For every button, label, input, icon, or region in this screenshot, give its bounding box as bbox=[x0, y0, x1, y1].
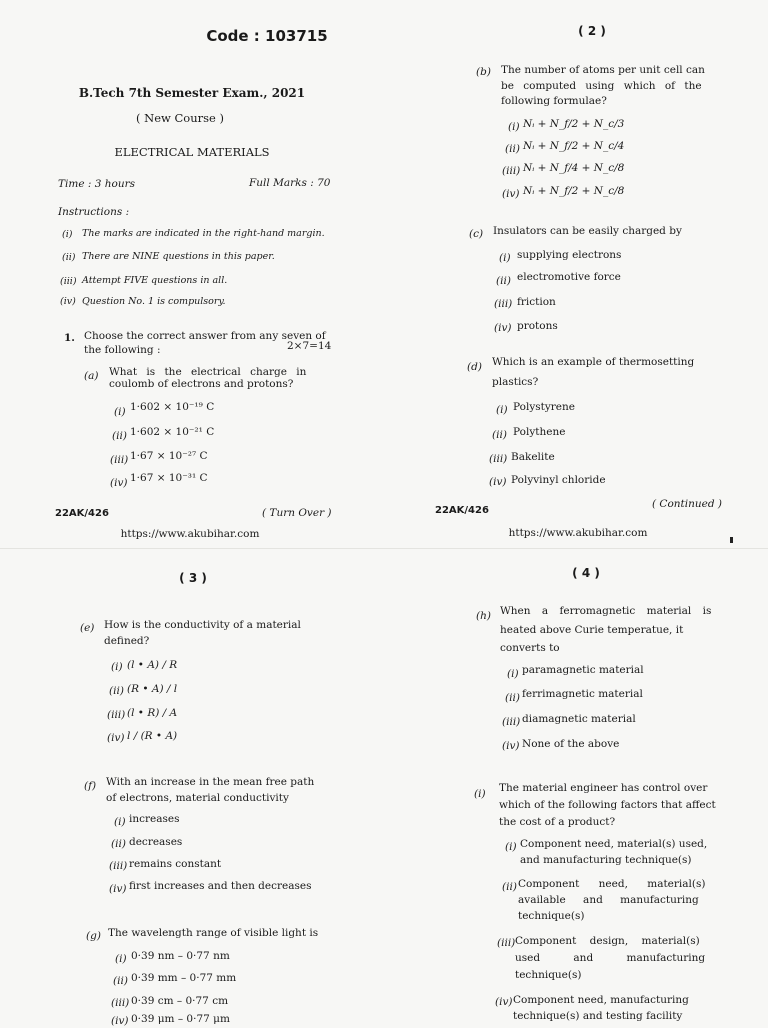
subquestion-label: (c) bbox=[469, 228, 484, 240]
subquestion-text: The number of atoms per unit cell can bbox=[501, 64, 705, 76]
instruction-num: (ii) bbox=[62, 252, 76, 263]
option-text: and manufacturing technique(s) bbox=[520, 854, 692, 866]
option-text: Nᵢ + N_f/2 + N_c/4 bbox=[523, 140, 625, 152]
exam-code: Code : 103715 bbox=[206, 27, 328, 45]
option-text: 1·67 × 10⁻²⁷ C bbox=[130, 450, 208, 462]
footer-note: ( Continued ) bbox=[652, 498, 723, 510]
footer-code: 22AK/426 bbox=[435, 505, 489, 516]
subquestion-text: defined? bbox=[104, 635, 150, 647]
subquestion-text: plastics? bbox=[492, 376, 539, 388]
option-num: (iv) bbox=[110, 477, 128, 489]
footer-note: ( Turn Over ) bbox=[262, 507, 332, 519]
option-text: 0·39 nm – 0·77 nm bbox=[131, 950, 230, 962]
question-number: 1. bbox=[64, 332, 75, 344]
option-num: (ii) bbox=[496, 275, 511, 287]
option-text: Polystyrene bbox=[513, 401, 576, 413]
question-marks: 2×7=14 bbox=[287, 340, 332, 352]
option-num: (iv) bbox=[109, 883, 127, 895]
option-text: 1·602 × 10⁻¹⁹ C bbox=[130, 401, 215, 413]
option-num: (iv) bbox=[489, 476, 507, 488]
subquestion-text: What is the electrical charge in bbox=[109, 366, 307, 378]
option-text: paramagnetic material bbox=[522, 664, 644, 676]
option-text: Component design, material(s) bbox=[515, 935, 700, 947]
option-text: decreases bbox=[129, 836, 183, 848]
option-num: (i) bbox=[499, 252, 511, 264]
exam-title: B.Tech 7th Semester Exam., 2021 bbox=[78, 86, 306, 100]
option-text: 0·39 mm – 0·77 mm bbox=[131, 972, 237, 984]
option-text: Polythene bbox=[513, 426, 566, 438]
option-num: (iii) bbox=[502, 716, 521, 728]
subquestion-text: heated above Curie temperatue, it bbox=[500, 624, 684, 636]
option-num: (iii) bbox=[494, 298, 513, 310]
instruction-text: Attempt FIVE questions in all. bbox=[82, 275, 228, 286]
option-num: (iii) bbox=[111, 997, 130, 1009]
full-marks-label: Full Marks : 70 bbox=[249, 177, 331, 189]
instruction-text: The marks are indicated in the right-hand margin. bbox=[82, 228, 325, 239]
subquestion-label: (d) bbox=[467, 361, 482, 373]
option-text: diamagnetic material bbox=[522, 713, 636, 725]
subquestion-text: Insulators can be easily charged by bbox=[493, 225, 682, 237]
option-text: None of the above bbox=[522, 738, 620, 750]
subquestion-text: the cost of a product? bbox=[499, 816, 616, 828]
footer-code: 22AK/426 bbox=[55, 508, 109, 519]
option-text: available and manufacturing bbox=[518, 894, 699, 906]
subquestion-text: The wavelength range of visible light is bbox=[108, 927, 319, 939]
option-text: Bakelite bbox=[511, 451, 555, 463]
instruction-text: Question No. 1 is compulsory. bbox=[82, 296, 226, 307]
instruction-num: (i) bbox=[62, 229, 73, 240]
option-text: protons bbox=[517, 320, 558, 332]
question-text: Choose the correct answer from any seven of bbox=[84, 330, 326, 342]
option-text: supplying electrons bbox=[517, 249, 622, 261]
option-num: (iv) bbox=[111, 1015, 129, 1027]
option-text: (R • A) / l bbox=[127, 683, 178, 695]
subquestion-text: following formulae? bbox=[501, 95, 607, 107]
option-num: (iii) bbox=[497, 937, 516, 949]
option-num: (i) bbox=[496, 404, 508, 416]
option-text: electromotive force bbox=[517, 271, 621, 283]
option-num: (ii) bbox=[109, 685, 124, 697]
option-num: (i) bbox=[114, 406, 126, 418]
option-text: Polyvinyl chloride bbox=[511, 474, 606, 486]
option-text: Component need, material(s) bbox=[518, 878, 706, 890]
option-text: Nᵢ + N_f/4 + N_c/8 bbox=[523, 162, 625, 174]
option-num: (iii) bbox=[107, 709, 126, 721]
option-text: Nᵢ + N_f/2 + N_c/3 bbox=[523, 118, 625, 130]
subquestion-label: (f) bbox=[84, 780, 97, 792]
option-text: 0·39 cm – 0·77 cm bbox=[131, 995, 229, 1007]
option-text: used and manufacturing bbox=[515, 952, 706, 964]
option-num: (iii) bbox=[489, 453, 508, 465]
option-text: (l • A) / R bbox=[127, 659, 178, 671]
option-text: Component need, material(s) used, bbox=[520, 838, 708, 850]
subquestion-text: of electrons, material conductivity bbox=[106, 792, 289, 804]
page-divider bbox=[0, 548, 768, 549]
option-num: (i) bbox=[114, 816, 126, 828]
option-text: 1·602 × 10⁻²¹ C bbox=[130, 426, 215, 438]
subquestion-text: which of the following factors that affect bbox=[499, 799, 716, 811]
option-text: friction bbox=[517, 296, 556, 308]
option-text: Nᵢ + N_f/2 + N_c/8 bbox=[523, 185, 625, 197]
subquestion-label: (h) bbox=[476, 610, 491, 622]
option-num: (ii) bbox=[505, 143, 520, 155]
option-text: Component need, manufacturing bbox=[513, 994, 689, 1006]
option-num: (ii) bbox=[113, 975, 128, 987]
option-num: (i) bbox=[111, 661, 123, 673]
time-label: Time : 3 hours bbox=[58, 178, 136, 190]
subquestion-text: converts to bbox=[500, 642, 560, 654]
option-text: technique(s) bbox=[515, 969, 582, 981]
footer-url[interactable]: https://www.akubihar.com bbox=[120, 528, 260, 540]
option-num: (ii) bbox=[492, 429, 507, 441]
course-label: ( New Course ) bbox=[136, 111, 224, 125]
option-num: (iv) bbox=[495, 996, 513, 1008]
option-num: (iv) bbox=[502, 740, 520, 752]
page-number: ( 3 ) bbox=[179, 571, 207, 585]
subquestion-label: (e) bbox=[80, 622, 95, 634]
instruction-num: (iii) bbox=[60, 276, 77, 287]
option-text: technique(s) and testing facility bbox=[513, 1010, 683, 1022]
subject-title: ELECTRICAL MATERIALS bbox=[114, 145, 270, 159]
subquestion-text: coulomb of electrons and protons? bbox=[109, 378, 294, 390]
option-num: (iii) bbox=[109, 860, 128, 872]
option-num: (i) bbox=[115, 953, 127, 965]
subquestion-text: With an increase in the mean free path bbox=[106, 776, 315, 788]
option-num: (ii) bbox=[502, 881, 517, 893]
question-text: the following : bbox=[84, 344, 161, 356]
option-num: (iii) bbox=[110, 454, 129, 466]
subquestion-label: (i) bbox=[474, 788, 486, 800]
option-text: ferrimagnetic material bbox=[522, 688, 643, 700]
option-num: (iii) bbox=[502, 165, 521, 177]
page-number: ( 4 ) bbox=[572, 566, 600, 580]
option-num: (ii) bbox=[112, 430, 127, 442]
option-text: remains constant bbox=[129, 858, 222, 870]
option-num: (i) bbox=[505, 841, 517, 853]
option-text: increases bbox=[129, 813, 180, 825]
option-text: technique(s) bbox=[518, 910, 585, 922]
option-text: (l • R) / A bbox=[127, 707, 178, 719]
subquestion-text: The material engineer has control over bbox=[499, 782, 708, 794]
subquestion-label: (a) bbox=[84, 370, 99, 382]
option-num: (i) bbox=[508, 121, 520, 133]
option-text: 0·39 μm – 0·77 μm bbox=[131, 1013, 230, 1025]
option-num: (ii) bbox=[505, 692, 520, 704]
subquestion-label: (g) bbox=[86, 930, 101, 942]
page-number: ( 2 ) bbox=[578, 24, 606, 38]
instruction-num: (iv) bbox=[60, 296, 76, 307]
option-num: (i) bbox=[507, 668, 519, 680]
option-num: (iv) bbox=[502, 188, 520, 200]
subquestion-text: How is the conductivity of a material bbox=[104, 619, 301, 631]
subquestion-text: When a ferromagnetic material is bbox=[500, 605, 712, 617]
option-text: first increases and then decreases bbox=[129, 880, 312, 892]
option-num: (iv) bbox=[494, 322, 512, 334]
footer-url[interactable]: https://www.akubihar.com bbox=[508, 527, 648, 539]
subquestion-label: (b) bbox=[476, 66, 491, 78]
subquestion-text: Which is an example of thermosetting bbox=[492, 356, 695, 368]
instruction-text: There are NINE questions in this paper. bbox=[82, 251, 275, 262]
option-num: (iv) bbox=[107, 732, 125, 744]
option-num: (ii) bbox=[111, 838, 126, 850]
scan-mark bbox=[730, 537, 733, 543]
option-text: 1·67 × 10⁻³¹ C bbox=[130, 472, 208, 484]
instructions-heading: Instructions : bbox=[58, 206, 130, 218]
option-text: l / (R • A) bbox=[127, 730, 178, 742]
subquestion-text: be computed using which of the bbox=[501, 80, 702, 92]
